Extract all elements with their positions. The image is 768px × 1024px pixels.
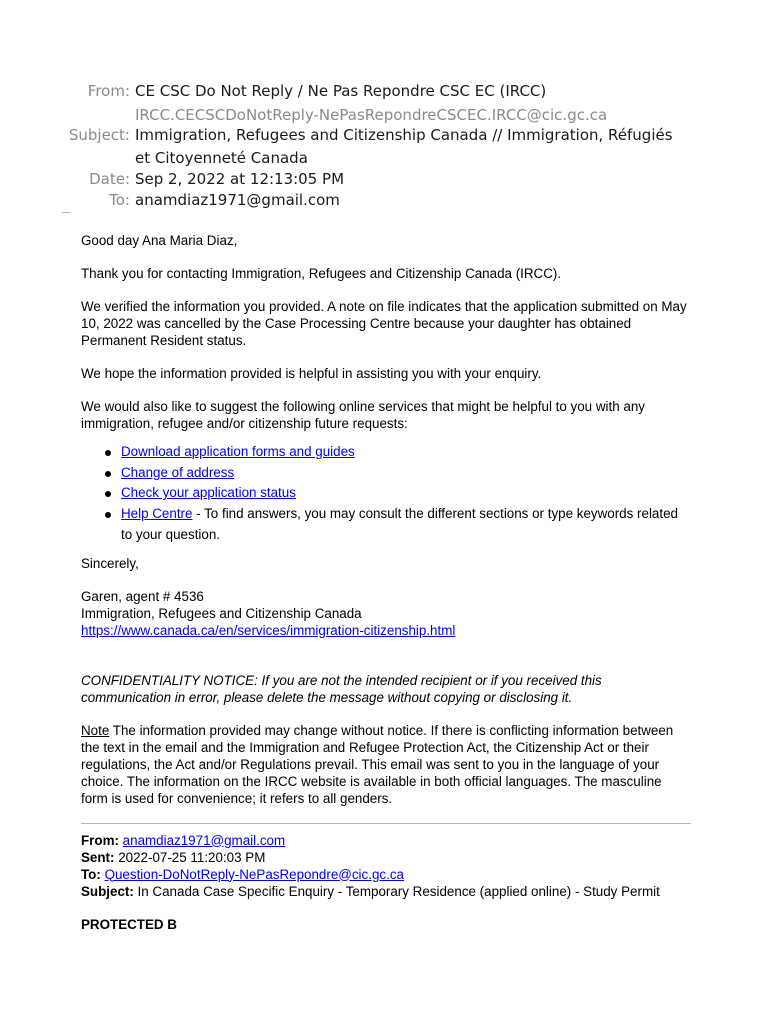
bullet-icon [105,471,111,477]
suggestion-paragraph: We would also like to suggest the following online services that might be helpful to you with any immigration, refugee and/or citizenship future requests: [81,399,645,431]
fwd-to-label: To: [81,866,101,882]
note-text: The information provided may change without notice. If there is conflicting information between the text in the email and the Immigration and Refugee Protection Act, the Citizenship Act or their regulations, the Act and/or Regulations prevail. This email was sent to you in the language of your choice. The information on the IRCC website is available in both official languages. The masculine form is used for convenience; it refers to all genders. [81,722,674,806]
note-paragraph [81,722,691,807]
closing: Sincerely, [81,555,139,571]
list-item [121,504,691,545]
change-address-link[interactable]: Change of address [121,464,235,480]
check-status-link[interactable]: Check your application status [121,485,296,501]
online-services-list [81,442,691,546]
hope-paragraph: We hope the information provided is helpful in assisting you with your enquiry. [81,366,542,381]
fwd-from-label: From: [81,832,119,848]
bullet-icon [105,512,111,518]
greeting: Good day Ana Maria Diaz, [81,233,238,248]
confidentiality-notice: CONFIDENTIALITY NOTICE: If you are not the intended recipient or if you received this communication in error, please delete the message without copying or disclosing it. [81,672,602,705]
verification-paragraph: We verified the information you provided. A note on file indicates that the application submitted on May 10, 2022 was cancelled by the Case Processing Centre because your daughter has obtained Permanent Resident status. [81,299,687,348]
agent-name: Garen, agent # 4536 [81,588,204,604]
date-label: Date: [89,170,130,188]
list-item [121,483,691,504]
subject-line-2: et Citoyenneté Canada [135,149,308,167]
help-centre-description: - To find answers, you may consult the different sections or type keywords related to your question. [121,506,678,542]
forwarded-message-header [81,832,691,900]
to-label: To: [109,191,130,209]
thanks-paragraph: Thank you for contacting Immigration, Refugees and Citizenship Canada (IRCC). [81,266,562,281]
list-item [121,463,691,484]
fwd-from-email[interactable]: anamdiaz1971@gmail.com [122,832,286,848]
download-forms-link[interactable]: Download application forms and guides [121,444,355,459]
recipient-email[interactable]: anamdiaz1971@gmail.com [135,191,340,209]
website-link[interactable]: https://www.canada.ca/en/services/immigration-citizenship.html [81,622,456,638]
fwd-subject-value: In Canada Case Specific Enquiry - Temporary Residence (applied online) - Study Permit [133,883,660,899]
fwd-subject-label: Subject: [81,883,134,899]
bullet-icon [105,491,111,497]
signature [81,588,691,639]
forward-divider [81,823,691,824]
sender-email[interactable]: IRCC.CECSCDoNotReply-NePasRepondreCSCEC.IRCC@cic.gc.ca [135,106,608,124]
fwd-to-email[interactable]: Question-DoNotReply-NePasRepondre@cic.gc.ca [104,866,404,882]
email-body [81,232,691,949]
protected-label: PROTECTED B [81,916,177,932]
date-value: Sep 2, 2022 at 12:13:05 PM [135,170,345,188]
header-divider-mark [62,212,70,213]
department-name: Immigration, Refugees and Citizenship Canada [81,605,362,621]
note-label: Note [81,722,110,738]
fwd-sent-label: Sent: [81,849,115,865]
from-label: From: [87,82,130,100]
list-item [121,442,691,463]
fwd-sent-value: 2022-07-25 11:20:03 PM [114,849,266,865]
sender-name: CE CSC Do Not Reply / Ne Pas Repondre CSC EC (IRCC) [135,82,547,100]
subject-line-1: Immigration, Refugees and Citizenship Canada // Immigration, Réfugiés [135,126,673,144]
subject-label: Subject: [68,126,130,144]
bullet-icon [105,450,111,456]
help-centre-link[interactable]: Help Centre [121,506,193,522]
